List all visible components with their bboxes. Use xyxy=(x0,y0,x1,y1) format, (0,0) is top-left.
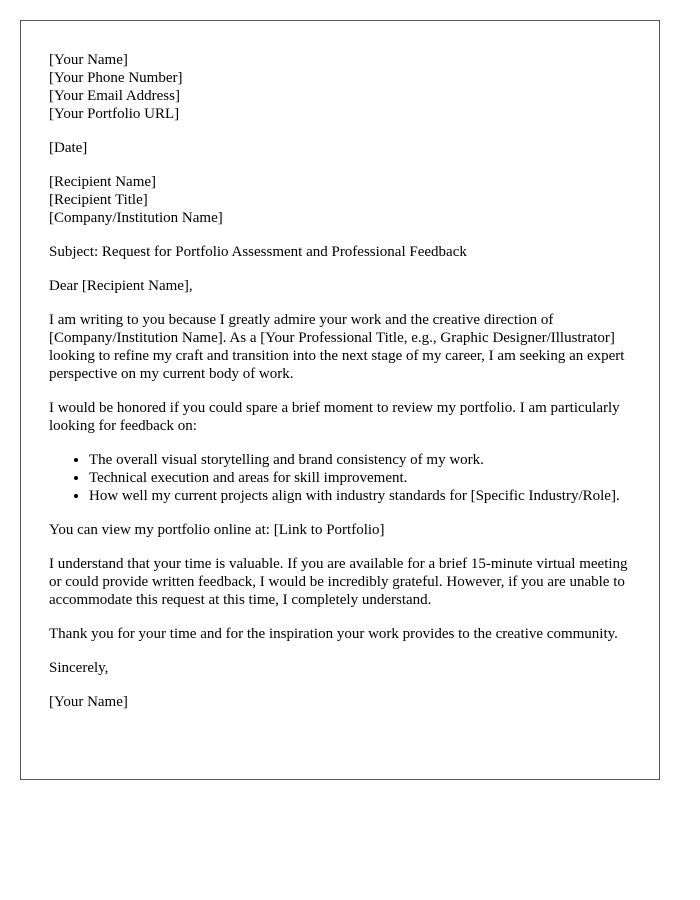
letter-page xyxy=(20,20,660,780)
recipient-block xyxy=(49,173,631,227)
request-paragraph: I would be honored if you could spare a brief moment to review my portfolio. I am particularly looking for feedback on: xyxy=(49,400,620,434)
recipient-name: [Recipient Name] xyxy=(49,174,157,190)
intro-paragraph: I am writing to you because I greatly admire your work and the creative direction of [Company/Institution Name]. As a [Your Professional Title, e.g., Graphic Designer/Illustrator] looking to refine my craft and transition into the next stage of my career, I am seeking an expert perspective on my current body of work. xyxy=(49,312,625,382)
sender-name: [Your Name] xyxy=(49,52,128,68)
closing: Sincerely, xyxy=(49,660,109,676)
signature: [Your Name] xyxy=(49,694,128,710)
feedback-item: • The overall visual storytelling and brand consistency of my work. xyxy=(89,451,631,469)
availability-paragraph: I understand that your time is valuable. If you are available for a brief 15-minute virtual meeting or could provide written feedback, I would be incredibly grateful. However, if you are unable to accommodate this request at this time, I completely understand. xyxy=(49,556,628,608)
feedback-list xyxy=(49,451,631,505)
sender-portfolio-url: [Your Portfolio URL] xyxy=(49,106,180,122)
letter-date: [Date] xyxy=(49,140,88,156)
portfolio-link-paragraph: You can view my portfolio online at: [Link to Portfolio] xyxy=(49,522,385,538)
sender-block xyxy=(49,51,631,123)
feedback-item: • How well my current projects align with industry standards for [Specific Industry/Role]. xyxy=(89,487,631,505)
thanks-paragraph: Thank you for your time and for the inspiration your work provides to the creative community. xyxy=(49,626,618,642)
recipient-title: [Recipient Title] xyxy=(49,192,148,208)
feedback-item: • Technical execution and areas for skill improvement. xyxy=(89,469,631,487)
letter-subject: Subject: Request for Portfolio Assessment and Professional Feedback xyxy=(49,244,467,260)
salutation: Dear [Recipient Name], xyxy=(49,278,193,294)
sender-phone: [Your Phone Number] xyxy=(49,70,183,86)
sender-email: [Your Email Address] xyxy=(49,88,180,104)
recipient-company: [Company/Institution Name] xyxy=(49,210,223,226)
